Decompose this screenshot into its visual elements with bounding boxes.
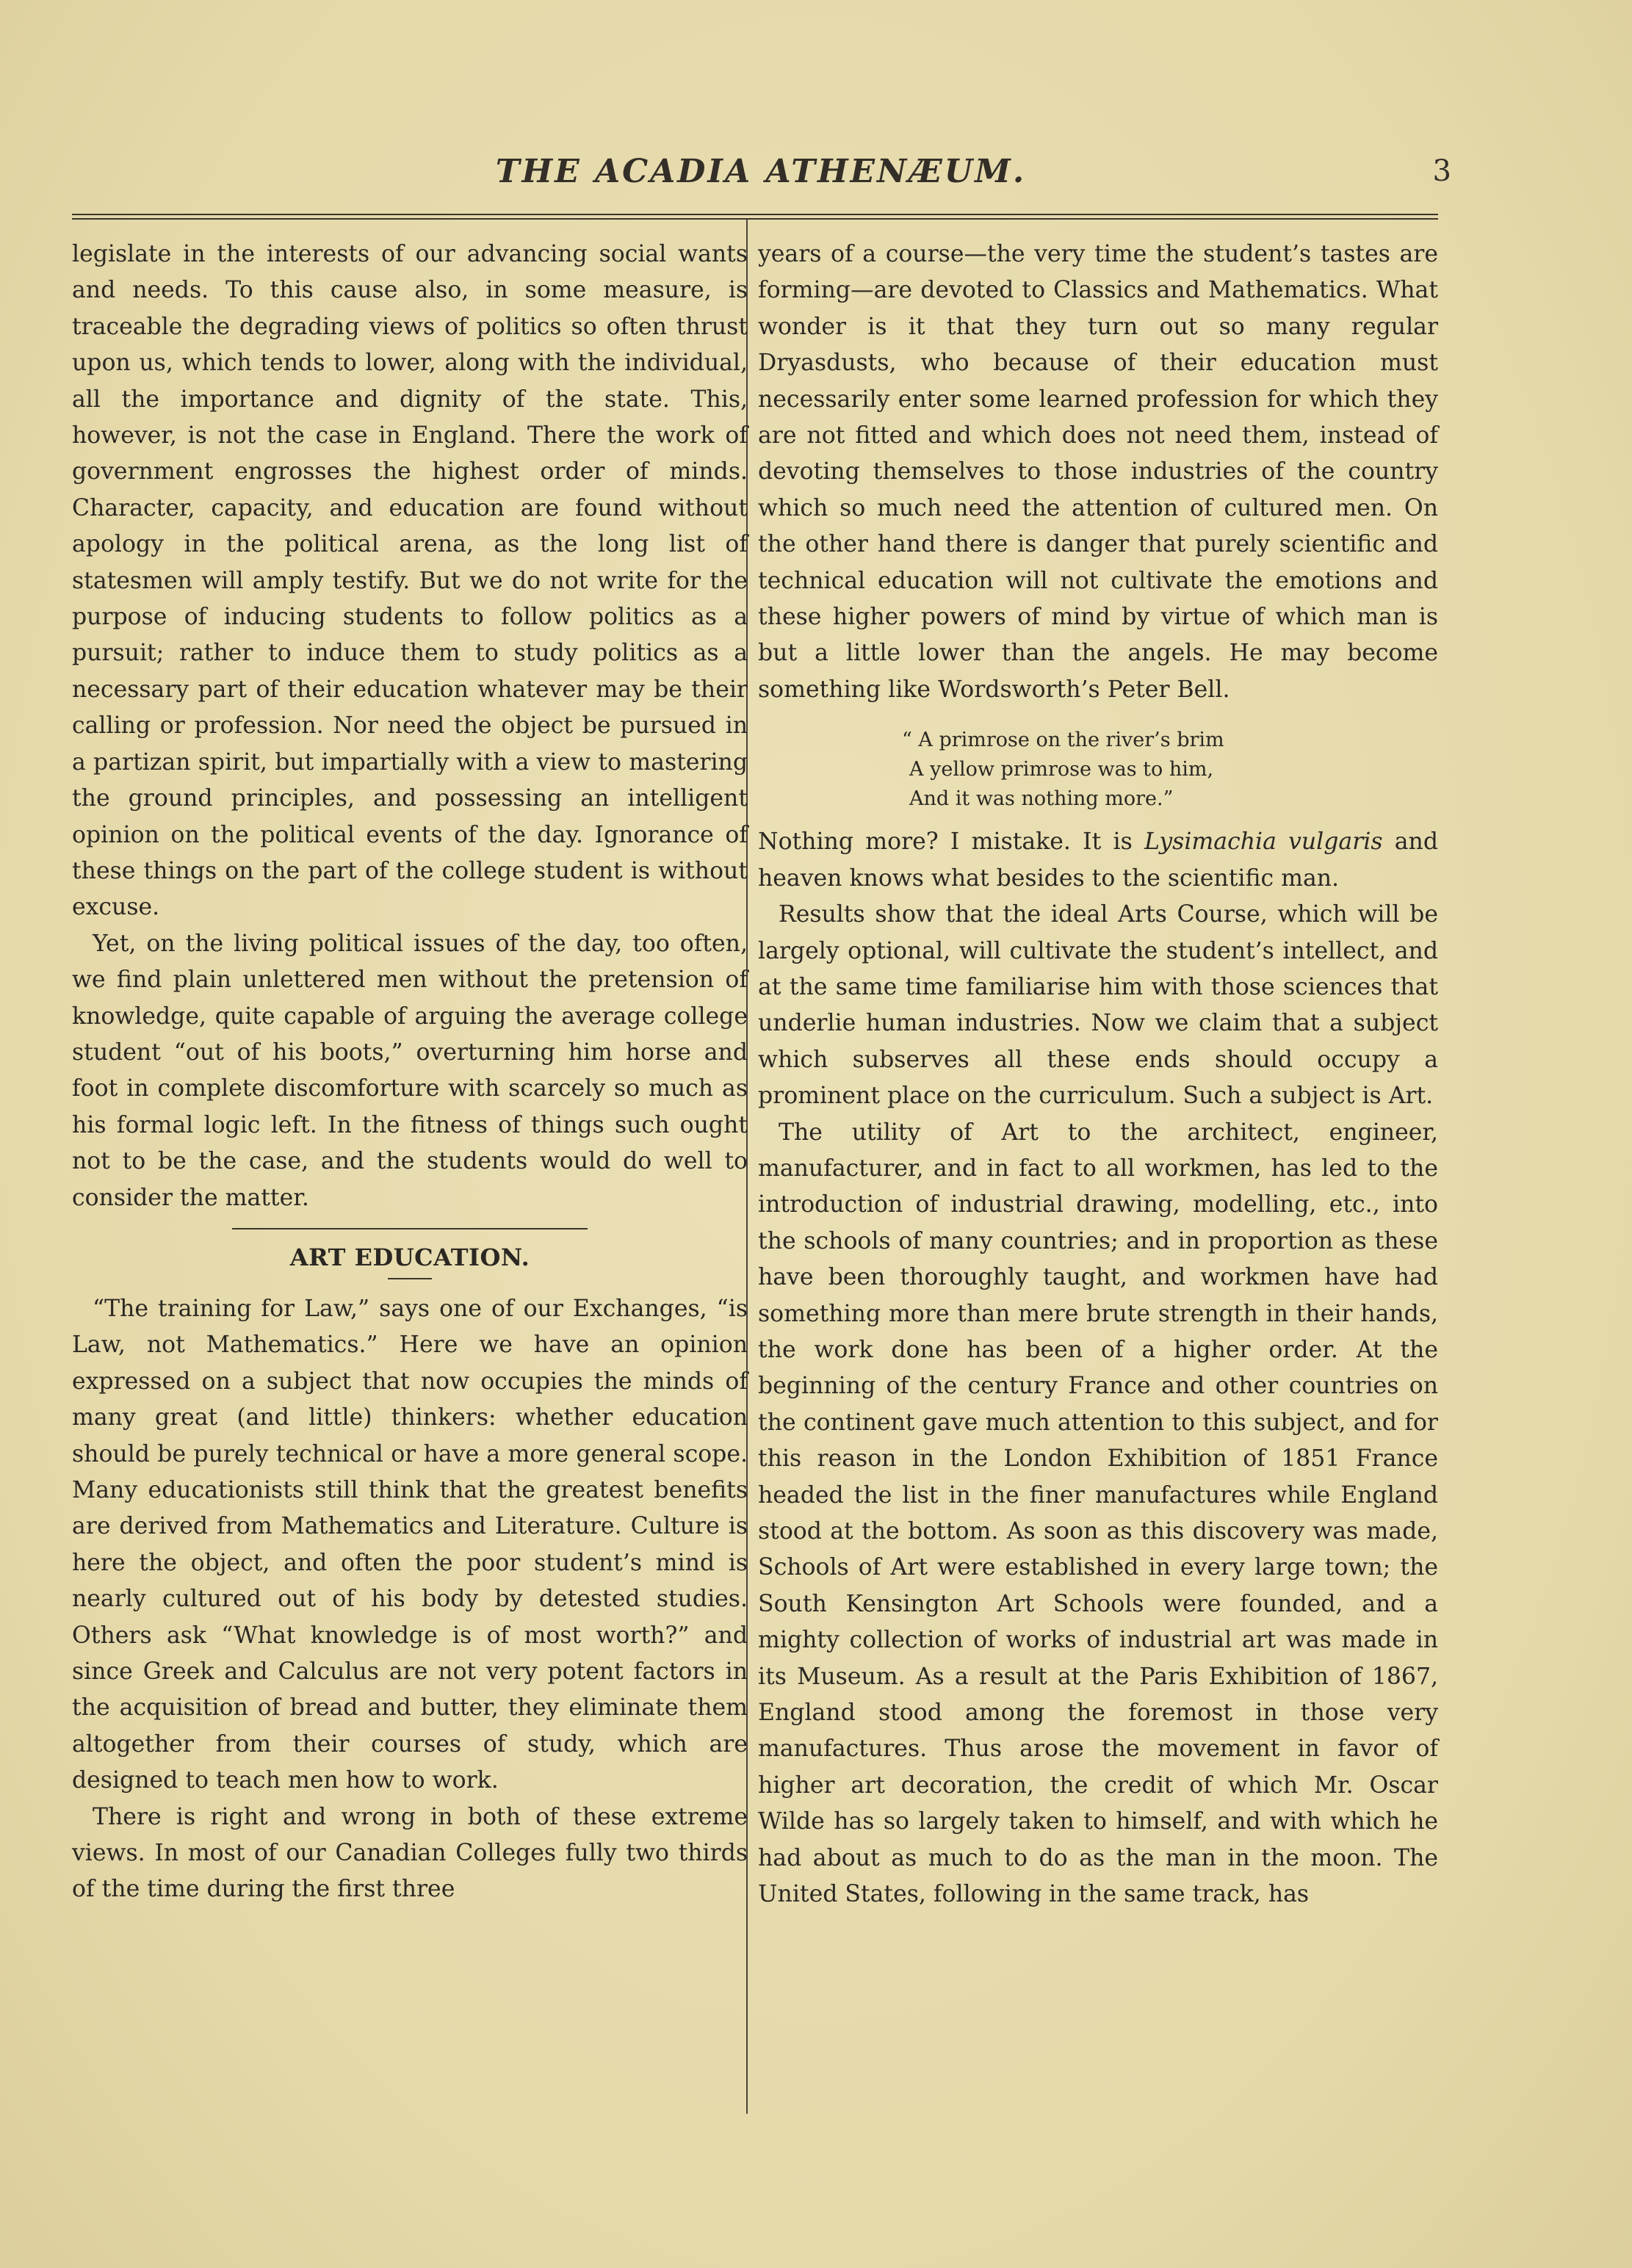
text-run: and heaven knows what besides to the scientific man. xyxy=(758,828,1439,892)
verse-line: “ A primrose on the river’s brim xyxy=(902,729,1224,752)
verse-line: And it was nothing more.” xyxy=(909,787,1174,811)
paragraph: years of a course—the very time the student’s tastes are forming—are devoted to Classics and Mathematics. What wonder is it that they turn out so many regular Dryasdusts, who because of their education must necessarily enter some learned profession for which they are not fitted and which does not need them, instead of devoting themselves to those industries of the country which so much need the attention of cultured men. On the other hand there is danger that purely scientific and technical education will not cultivate the emotions and these higher powers of mind by virtue of which man is but a little lower than the angels. He may become something like Wordsworth’s Peter Bell. xyxy=(758,241,1438,703)
section-title-underline xyxy=(388,1278,432,1279)
paragraph xyxy=(758,824,1438,897)
text-run: Nothing more? I mistake. It is xyxy=(758,828,1145,856)
page-number: 3 xyxy=(1432,154,1451,188)
running-title: THE ACADIA ATHENÆUM. xyxy=(495,153,1027,190)
header-rule xyxy=(72,214,1438,215)
paragraph: Results show that the ideal Arts Course, which will be largely optional, will cultivate the student’s intellect, and at the same time familiarise him with those sciences that underlie human industries. Now we claim that a subject which subserves all these ends should occupy a prominent place on the curriculum. Such a subject is Art. xyxy=(758,901,1438,1110)
paragraph: Yet, on the living political issues of the day, too often, we find plain unlettered men without the pretension of knowledge, quite capable of arguing the average college student “out of his boots,” overturning him horse and foot in complete discomforture with scarcely so much as his formal logic left. In the fitness of things such ought not to be the case, and the students would do well to consider the matter. xyxy=(72,930,748,1211)
section-rule xyxy=(232,1228,588,1229)
right-column xyxy=(758,236,1438,1913)
paragraph: There is right and wrong in both of these extreme views. In most of our Canadian Colleges fully two thirds of the time during the first three xyxy=(72,1803,748,1903)
header-rule-thin xyxy=(72,218,1438,220)
page-header xyxy=(71,153,1451,197)
quoted-verse xyxy=(902,726,1438,814)
verse-line: A yellow primrose was to him, xyxy=(909,758,1214,781)
italic-term: Lysimachia vulgaris xyxy=(1144,828,1383,856)
paragraph: The utility of Art to the architect, engineer, manufacturer, and in fact to all workmen, has led to the introduction of industrial drawing, modelling, etc., into the schools of many countries; and in proportion as these have been thoroughly taught, and workmen have had something more than mere brute strength in their hands, the work done has been of a higher order. At the beginning of the century France and other countries on the continent gave much attention to this subject, and for this reason in the London Exhibition of 1851 France headed the list in the finer manufactures while England stood at the bottom. As soon as this discovery was made, Schools of Art were established in every large town; the South Kensington Art Schools were founded, and a mighty collection of works of industrial art was made in its Museum. As a result at the Paris Exhibition of 1867, England stood among the foremost in those very manufactures. Thus arose the movement in favor of higher art decoration, the credit of which Mr. Oscar Wilde has so largely taken to himself, and with which he had about as much to do as the man in the moon. The United States, following in the same track, has xyxy=(758,1119,1438,1908)
left-column xyxy=(72,236,748,1908)
paragraph: legislate in the interests of our advancing social wants and needs. To this cause also, in some measure, is traceable the degrading views of politics so often thrust upon us, which tends to lower, along with the individual, all the importance and dignity of the state. This, however, is not the case in England. There the work of government engrosses the highest order of minds. Character, capacity, and education are found without apology in the political arena, as the long list of statesmen will amply testify. But we do not write for the purpose of inducing students to follow politics as a pursuit; rather to induce them to study politics as a necessary part of their education whatever may be their calling or profession. Nor need the object be pursued in a partizan spirit, but impartially with a view to mastering the ground principles, and possessing an intelligent opinion on the political events of the day. Ignorance of these things on the part of the college student is without excuse. xyxy=(72,241,748,921)
section-title: ART EDUCATION. xyxy=(289,1243,530,1271)
paragraph: “The training for Law,” says one of our Exchanges, “is Law, not Mathematics.” Here we have an opinion expressed on a subject that now occupies the minds of many great (and little) thinkers: whether education should be purely technical or have a more general scope. Many educationists still think that the greatest benefits are derived from Mathematics and Literature. Culture is here the object, and often the poor student’s mind is nearly cultured out of his body by detested studies. Others ask “What knowledge is of most worth?” and since Greek and Calculus are not very potent factors in the acquisition of bread and butter, they eliminate them altogether from their courses of study, which are designed to teach men how to work. xyxy=(72,1295,748,1794)
